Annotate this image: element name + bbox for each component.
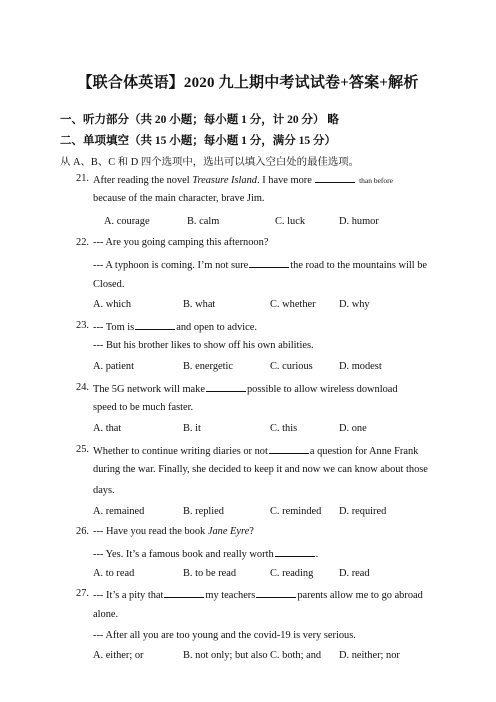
answer-blank bbox=[249, 258, 289, 268]
option-b: B. it bbox=[183, 423, 201, 434]
question-stem-line1 bbox=[93, 173, 393, 186]
question-stem-line3: Closed. bbox=[93, 279, 125, 290]
option-b: B. replied bbox=[183, 506, 224, 517]
question-stem-line3: --- After all you are too young and the covid-19 is very serious. bbox=[93, 630, 356, 641]
option-b: B. not only; but also bbox=[183, 650, 268, 661]
option-a: A. patient bbox=[93, 361, 134, 372]
question-number: 26. bbox=[76, 526, 89, 537]
question-number: 27. bbox=[76, 588, 89, 599]
question-stem-line1 bbox=[93, 382, 398, 395]
option-d: D. read bbox=[339, 568, 370, 579]
option-c: C. reading bbox=[270, 568, 314, 579]
option-a: A. courage bbox=[104, 216, 150, 227]
option-c: C. curious bbox=[270, 361, 313, 372]
question-stem-line2: during the war. Finally, she decided to keep it and now we can know about those bbox=[93, 464, 428, 475]
option-c: C. luck bbox=[275, 216, 306, 227]
stem-text: my teachers bbox=[205, 590, 256, 601]
question-stem-line1 bbox=[93, 588, 423, 601]
instruction-text: 从 A、B、C 和 D 四个选项中，选出可以填入空白处的最佳选项。 bbox=[60, 157, 360, 168]
option-a: A. to read bbox=[93, 568, 135, 579]
stem-text: After reading the novel bbox=[93, 175, 193, 186]
answer-blank bbox=[315, 173, 355, 183]
question-stem-line1 bbox=[93, 444, 418, 457]
option-d: D. neither; nor bbox=[339, 650, 400, 661]
question-stem-line2 bbox=[93, 258, 427, 271]
question-stem-line2: --- But his brother likes to show off his own abilities. bbox=[93, 340, 314, 351]
option-a: A. that bbox=[93, 423, 122, 434]
option-d: D. one bbox=[339, 423, 367, 434]
answer-blank bbox=[164, 588, 204, 598]
question-number: 25. bbox=[76, 444, 89, 455]
answer-blank bbox=[256, 588, 296, 598]
stem-text: --- Yes. It’s a famous book and really worth bbox=[93, 549, 274, 560]
option-b: B. what bbox=[183, 299, 216, 310]
question-number: 24. bbox=[76, 382, 89, 393]
option-a: A. either; or bbox=[93, 650, 144, 661]
section-single-choice-heading: 二、单项填空（共 15 小题；每小题 1 分，满分 15 分） bbox=[60, 135, 336, 147]
option-c: C. whether bbox=[270, 299, 316, 310]
question-stem-line3: days. bbox=[93, 485, 115, 496]
option-d: D. humor bbox=[339, 216, 379, 227]
stem-text: possible to allow wireless download bbox=[246, 384, 398, 395]
option-d: D. required bbox=[339, 506, 387, 517]
stem-text: . I have more bbox=[257, 175, 312, 186]
stem-text: . bbox=[315, 549, 319, 560]
section-listening-heading: 一、听力部分（共 20 小题；每小题 1 分，计 20 分） 略 bbox=[60, 114, 339, 126]
option-c: C. this bbox=[270, 423, 298, 434]
stem-text: parents allow me to go abroad bbox=[297, 590, 423, 601]
answer-blank bbox=[269, 444, 309, 454]
question-stem-line1 bbox=[93, 526, 254, 537]
question-stem-line2: alone. bbox=[93, 609, 119, 620]
question-stem-line2 bbox=[93, 547, 318, 560]
stem-text: than before bbox=[359, 176, 394, 185]
stem-text: --- Have you read the book bbox=[93, 526, 208, 537]
stem-text: --- Tom is bbox=[93, 322, 135, 333]
stem-text: and open to advice. bbox=[176, 322, 258, 333]
book-title: Treasure Island bbox=[192, 175, 258, 186]
option-b: B. energetic bbox=[183, 361, 234, 372]
option-d: D. modest bbox=[339, 361, 382, 372]
stem-text: The 5G network will make bbox=[93, 384, 205, 395]
question-stem-line2: speed to be much faster. bbox=[93, 402, 194, 413]
option-a: A. remained bbox=[93, 506, 145, 517]
question-stem-line1: --- Are you going camping this afternoon? bbox=[93, 237, 269, 248]
option-c: C. reminded bbox=[270, 506, 322, 517]
question-stem-line1 bbox=[93, 320, 257, 333]
question-stem-line2: because of the main character, brave Jim. bbox=[93, 193, 265, 204]
option-b: B. to be read bbox=[183, 568, 237, 579]
answer-blank bbox=[275, 547, 315, 557]
stem-text: Whether to continue writing diaries or not bbox=[93, 446, 268, 457]
option-c: C. both; and bbox=[270, 650, 322, 661]
option-a: A. which bbox=[93, 299, 132, 310]
answer-blank bbox=[206, 382, 246, 392]
page-title: 【联合体英语】2020 九上期中考试试卷+答案+解析 bbox=[77, 75, 419, 91]
question-number: 22. bbox=[76, 237, 89, 248]
answer-blank bbox=[135, 320, 175, 330]
question-number: 23. bbox=[76, 320, 89, 331]
option-b: B. calm bbox=[187, 216, 220, 227]
question-number: 21. bbox=[76, 173, 89, 184]
stem-text: the road to the mountains will be bbox=[290, 260, 428, 271]
stem-text: --- A typhoon is coming. I’m not sure bbox=[93, 260, 249, 271]
stem-text: ? bbox=[249, 526, 254, 537]
book-title: Jane Eyre bbox=[207, 526, 250, 537]
stem-text: --- It’s a pity that bbox=[93, 590, 164, 601]
stem-text: a question for Anne Frank bbox=[309, 446, 419, 457]
option-d: D. why bbox=[339, 299, 370, 310]
